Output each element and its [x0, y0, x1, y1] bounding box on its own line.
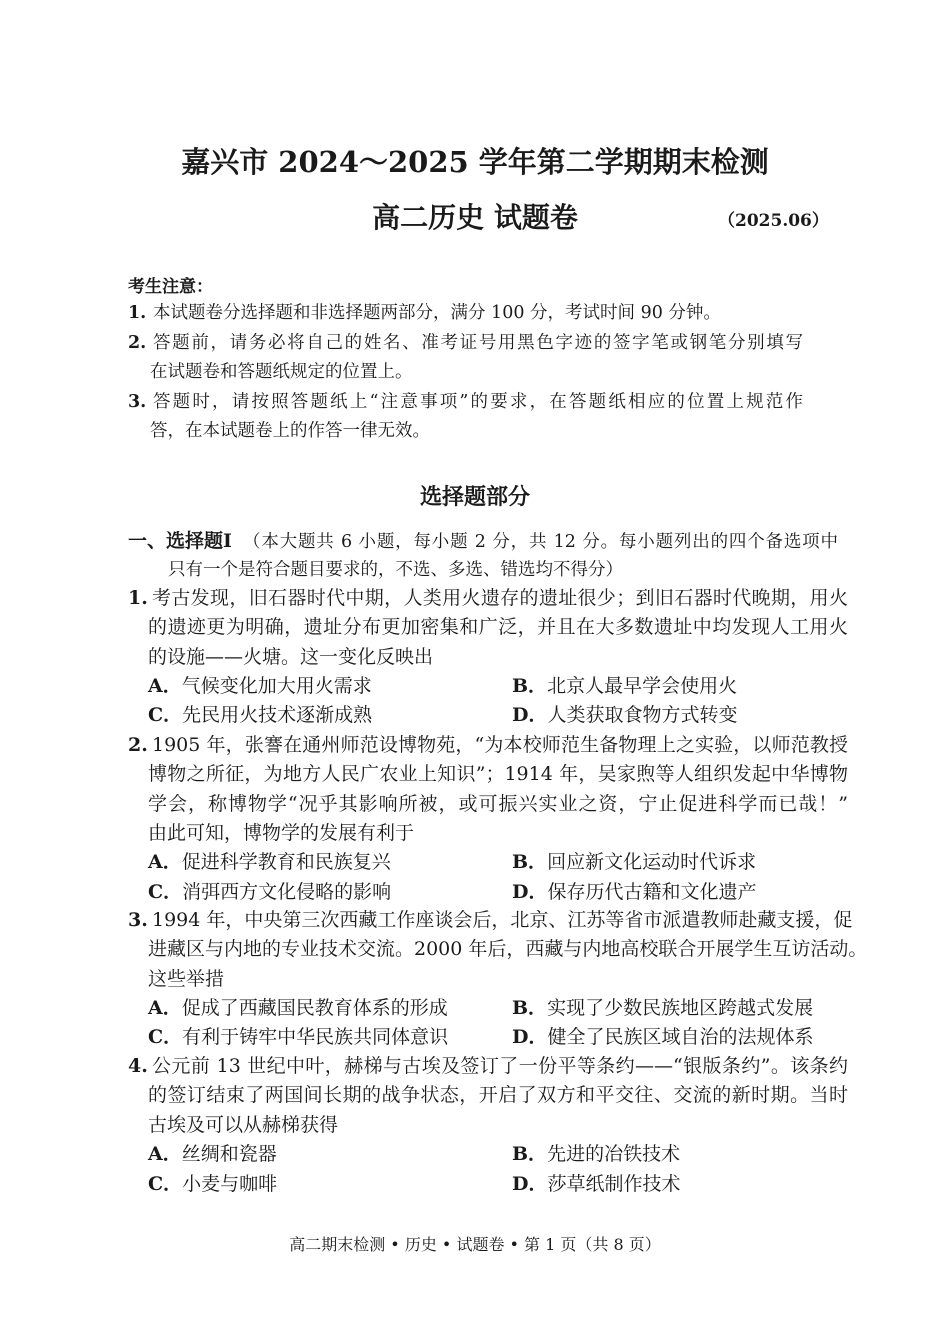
option-text: 保存历代古籍和文化遗产 [547, 880, 757, 903]
option-label: A． [148, 996, 182, 1019]
option-text: 回应新文化运动时代诉求 [547, 851, 757, 874]
question-text: 进藏区与内地的专业技术交流。2000 年后，西藏与内地高校联合开展学生互访活动。 [148, 938, 868, 961]
option-d [512, 1024, 814, 1050]
option-text: 消弭西方文化侵略的影响 [182, 880, 392, 903]
notice-text: 在试题卷和答题纸规定的位置上。 [150, 362, 413, 382]
question-text: 由此可知，博物学的发展有利于 [148, 821, 415, 844]
page-footer: 高二期末检测 • 历史 • 试题卷 • 第 1 页（共 8 页） [289, 1235, 661, 1254]
option-text: 丝绸和瓷器 [181, 1142, 277, 1165]
notice-text: 本试题卷分选择题和非选择题两部分，满分 100 分，考试时间 90 分钟。 [153, 303, 721, 323]
option-a [148, 995, 448, 1021]
option-label: B． [512, 851, 548, 874]
option-c [148, 702, 372, 728]
option-label: C． [148, 1173, 183, 1196]
notice-number: 1. [128, 303, 147, 323]
question-number: 3. [128, 909, 148, 931]
part-text: （本大题共 6 小题，每小题 2 分，共 12 分。每小题列出的四个备选项中 [243, 532, 838, 552]
option-label: C． [148, 704, 183, 727]
question-text: 公元前 13 世纪中叶，赫梯与古埃及签订了一份平等条约——“银版条约”。该条约 [152, 1055, 848, 1077]
notice-number: 2. [128, 332, 147, 353]
option-d [512, 702, 738, 728]
option-text: 先进的冶铁技术 [547, 1142, 681, 1165]
question-number: 4. [128, 1055, 148, 1077]
option-label: D． [512, 880, 548, 903]
option-b [512, 1141, 680, 1167]
option-label: A． [148, 1142, 182, 1165]
option-d [512, 1171, 681, 1197]
exam-date: （2025.06） [718, 211, 829, 231]
notice-text: 答题时，请按照答题纸上“注意事项”的要求，在答题纸相应的位置上规范作 [153, 391, 803, 412]
question-text: 学会，称博物学“况乎其影响所被，或可振兴实业之资，宁止促进科学而已哉！” [148, 792, 848, 815]
question-text: 1905 年，张謇在通州师范设博物苑，“为本校师范生备物理上之实验，以师范教授 [152, 734, 848, 756]
question-text: 这些举措 [148, 967, 225, 990]
option-text: 气候变化加大用火需求 [181, 674, 372, 697]
option-text: 促进科学教育和民族复兴 [181, 851, 391, 874]
part-heading: 一、选择题Ⅰ [128, 530, 232, 552]
option-c [148, 1171, 277, 1197]
option-b [512, 849, 756, 875]
option-text: 小麦与咖啡 [182, 1173, 278, 1196]
option-d [512, 879, 757, 905]
option-text: 莎草纸制作技术 [547, 1173, 681, 1196]
option-text: 促成了西藏国民教育体系的形成 [181, 996, 448, 1019]
option-label: D． [512, 1026, 548, 1049]
option-a [148, 673, 372, 699]
option-label: C． [148, 1026, 183, 1049]
option-label: D． [512, 704, 548, 727]
part-text: 只有一个是符合题目要求的，不选、多选、错选均不得分） [168, 560, 623, 580]
exam-title: 嘉兴市 2024～2025 学年第二学期期末检测 [181, 145, 769, 179]
question-text: 考古发现，旧石器时代中期，人类用火遗存的遗址很少；到旧石器时代晚期，用火 [152, 587, 848, 609]
question-text: 的设施——火塘。这一变化反映出 [148, 645, 434, 668]
option-b [512, 673, 737, 699]
option-label: B． [512, 674, 548, 697]
option-label: B． [512, 996, 548, 1019]
notice-text: 答题前，请务必将自己的姓名、准考证号用黑色字迹的签字笔或钢笔分别填写 [153, 332, 803, 353]
option-text: 北京人最早学会使用火 [547, 674, 738, 697]
option-c [148, 1024, 448, 1050]
option-b [512, 995, 813, 1021]
question-number: 1. [128, 587, 148, 609]
option-label: C． [148, 880, 183, 903]
question-text: 的遗迹更为明确，遗址分布更加密集和广泛，并且在大多数遗址中均发现人工用火 [148, 616, 848, 639]
option-text: 人类获取食物方式转变 [547, 704, 738, 727]
question-number: 2. [128, 734, 148, 756]
option-text: 实现了少数民族地区跨越式发展 [547, 996, 814, 1019]
option-label: A． [148, 674, 182, 697]
question-text: 的签订结束了两国间长期的战争状态，开启了双方和平交往、交流的新时期。当时 [148, 1084, 848, 1107]
exam-subtitle: 高二历史 试题卷 [372, 201, 578, 234]
notice-heading: 考生注意： [128, 277, 213, 297]
notice-text: 答，在本试题卷上的作答一律无效。 [150, 421, 430, 441]
option-label: B． [512, 1142, 548, 1165]
section-title: 选择题部分 [419, 484, 530, 510]
option-a [148, 849, 391, 875]
notice-number: 3. [128, 391, 147, 412]
question-text: 博物之所征，为地方人民广农业上知识”；1914 年，吴家煦等人组织发起中华博物 [148, 763, 848, 786]
question-text: 1994 年，中央第三次西藏工作座谈会后，北京、江苏等省市派遣教师赴藏支援，促 [152, 909, 853, 931]
option-label: D． [512, 1173, 548, 1196]
question-text: 古埃及可以从赫梯获得 [148, 1113, 339, 1136]
option-text: 有利于铸牢中华民族共同体意识 [182, 1026, 449, 1049]
option-c [148, 879, 391, 905]
option-a [148, 1141, 277, 1167]
option-text: 先民用火技术逐渐成熟 [182, 704, 373, 727]
option-label: A． [148, 851, 182, 874]
option-text: 健全了民族区域自治的法规体系 [547, 1026, 814, 1049]
